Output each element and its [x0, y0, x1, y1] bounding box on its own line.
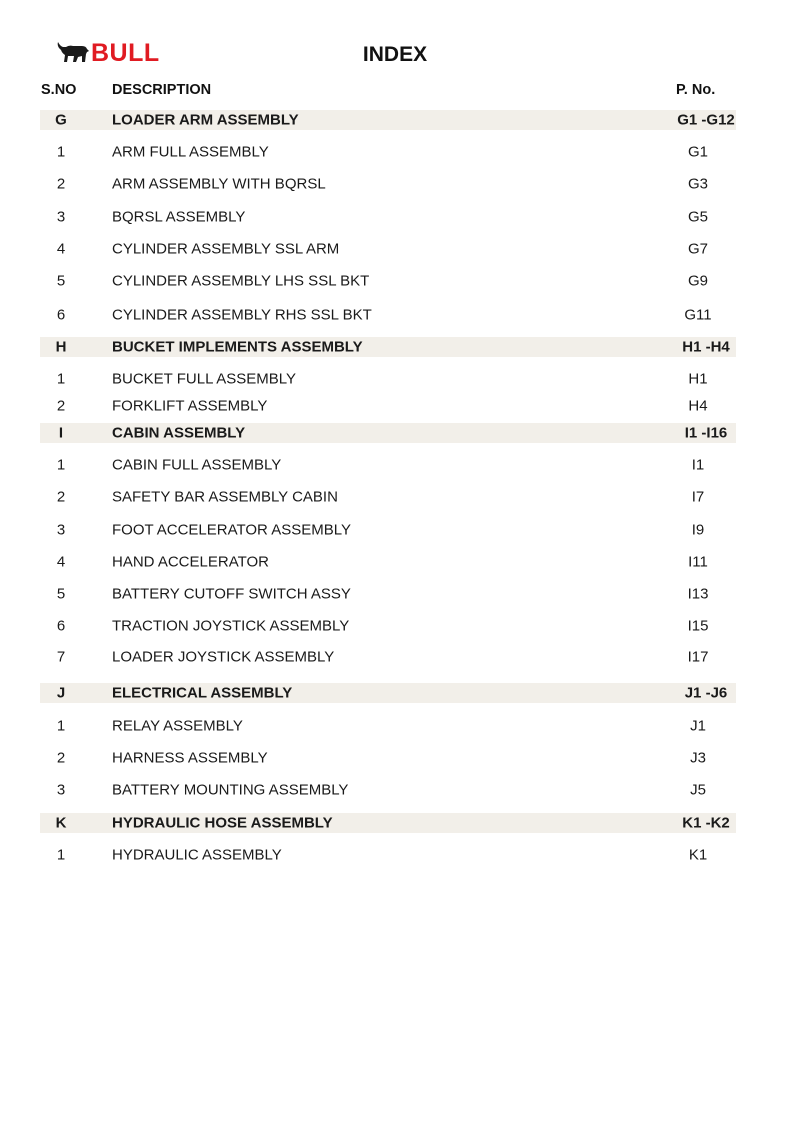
row-description: BQRSL ASSEMBLY — [112, 208, 246, 226]
table-row — [40, 455, 736, 475]
table-row — [40, 369, 736, 389]
row-page-number: I13 — [687, 585, 709, 603]
row-sno: 1 — [56, 846, 66, 864]
row-description: HYDRAULIC HOSE ASSEMBLY — [112, 814, 333, 832]
header-sno: S.NO — [41, 82, 77, 98]
row-description: RELAY ASSEMBLY — [112, 717, 243, 735]
row-description: LOADER ARM ASSEMBLY — [112, 111, 299, 129]
row-page-number: I7 — [691, 488, 705, 506]
row-page-number: I11 — [688, 553, 708, 571]
row-page-number: H1 -H4 — [682, 338, 730, 356]
table-row — [40, 647, 736, 667]
row-description: TRACTION JOYSTICK ASSEMBLY — [112, 617, 350, 635]
row-page-number: K1 — [688, 846, 708, 864]
table-row — [40, 174, 736, 194]
row-description: CABIN FULL ASSEMBLY — [112, 456, 282, 474]
row-sno: 1 — [56, 456, 66, 474]
row-description: BUCKET IMPLEMENTS ASSEMBLY — [112, 338, 363, 356]
row-sno: 2 — [56, 488, 66, 506]
row-description: BATTERY MOUNTING ASSEMBLY — [112, 781, 349, 799]
row-description: SAFETY BAR ASSEMBLY CABIN — [112, 488, 338, 506]
row-sno: 3 — [56, 521, 66, 539]
row-sno: J — [56, 684, 66, 702]
row-sno: 1 — [56, 717, 66, 735]
row-sno: 5 — [56, 272, 66, 290]
row-sno: 6 — [56, 306, 66, 324]
section-row — [40, 423, 736, 443]
row-page-number: K1 -K2 — [682, 814, 730, 832]
row-description: LOADER JOYSTICK ASSEMBLY — [112, 648, 335, 666]
row-page-number: H1 — [688, 370, 708, 388]
row-page-number: I1 — [691, 456, 705, 474]
row-description: HAND ACCELERATOR — [112, 553, 269, 571]
row-page-number: I1 -I16 — [684, 424, 728, 442]
row-description: ARM ASSEMBLY WITH BQRSL — [112, 175, 326, 193]
table-row — [40, 239, 736, 259]
table-row — [40, 845, 736, 865]
row-sno: 2 — [56, 397, 66, 415]
row-description: FOOT ACCELERATOR ASSEMBLY — [112, 521, 351, 539]
row-page-number: G3 — [687, 175, 708, 193]
row-sno: 1 — [56, 143, 66, 161]
row-sno: 2 — [56, 749, 66, 767]
row-page-number: I15 — [687, 617, 709, 635]
row-description: BUCKET FULL ASSEMBLY — [112, 370, 296, 388]
row-description: FORKLIFT ASSEMBLY — [112, 397, 268, 415]
row-description: HARNESS ASSEMBLY — [112, 749, 268, 767]
row-sno: 4 — [56, 553, 66, 571]
table-row — [40, 520, 736, 540]
row-description: CYLINDER ASSEMBLY RHS SSL BKT — [112, 306, 372, 324]
table-row — [40, 716, 736, 736]
section-row — [40, 337, 736, 357]
row-sno: 2 — [56, 175, 66, 193]
section-row — [40, 683, 736, 703]
row-description: CYLINDER ASSEMBLY LHS SSL BKT — [112, 272, 370, 290]
row-page-number: H4 — [688, 397, 708, 415]
table-row — [40, 584, 736, 604]
row-sno: 3 — [56, 208, 66, 226]
row-description: ELECTRICAL ASSEMBLY — [112, 684, 293, 702]
row-page-number: J1 -J6 — [684, 684, 728, 702]
table-row — [40, 487, 736, 507]
row-sno: K — [55, 814, 67, 832]
bull-icon — [56, 42, 90, 64]
row-page-number: G11 — [684, 306, 712, 324]
table-row — [40, 552, 736, 572]
row-sno: 7 — [56, 648, 66, 666]
row-description: HYDRAULIC ASSEMBLY — [112, 846, 282, 864]
row-description: CABIN ASSEMBLY — [112, 424, 246, 442]
section-row — [40, 110, 736, 130]
row-sno: G — [55, 111, 67, 129]
section-row — [40, 813, 736, 833]
table-row — [40, 396, 736, 416]
row-page-number: G9 — [687, 272, 708, 290]
brand-logo — [56, 40, 160, 66]
row-page-number: I17 — [687, 648, 709, 666]
row-page-number: J3 — [690, 749, 706, 767]
page-title: INDEX — [362, 43, 428, 66]
row-sno: 5 — [56, 585, 66, 603]
header-page-number: P. No. — [676, 82, 716, 98]
header-description: DESCRIPTION — [112, 82, 212, 98]
row-page-number: G7 — [687, 240, 708, 258]
row-description: CYLINDER ASSEMBLY SSL ARM — [112, 240, 340, 258]
row-page-number: G1 — [687, 143, 708, 161]
row-sno: 3 — [56, 781, 66, 799]
row-description: BATTERY CUTOFF SWITCH ASSY — [112, 585, 351, 603]
table-row — [40, 305, 736, 325]
row-description: ARM FULL ASSEMBLY — [112, 143, 269, 161]
table-row — [40, 780, 736, 800]
row-page-number: G1 -G12 — [677, 111, 735, 129]
row-sno: H — [55, 338, 67, 356]
table-row — [40, 616, 736, 636]
row-page-number: I9 — [691, 521, 705, 539]
row-sno: 6 — [56, 617, 66, 635]
row-sno: 4 — [56, 240, 66, 258]
brand-name: BULL — [91, 39, 160, 67]
row-sno: 1 — [56, 370, 66, 388]
row-sno: I — [58, 424, 64, 442]
table-row — [40, 271, 736, 291]
row-page-number: J1 — [690, 717, 706, 735]
row-page-number: G5 — [687, 208, 708, 226]
table-row — [40, 142, 736, 162]
table-row — [40, 748, 736, 768]
row-page-number: J5 — [690, 781, 706, 799]
table-row — [40, 207, 736, 227]
